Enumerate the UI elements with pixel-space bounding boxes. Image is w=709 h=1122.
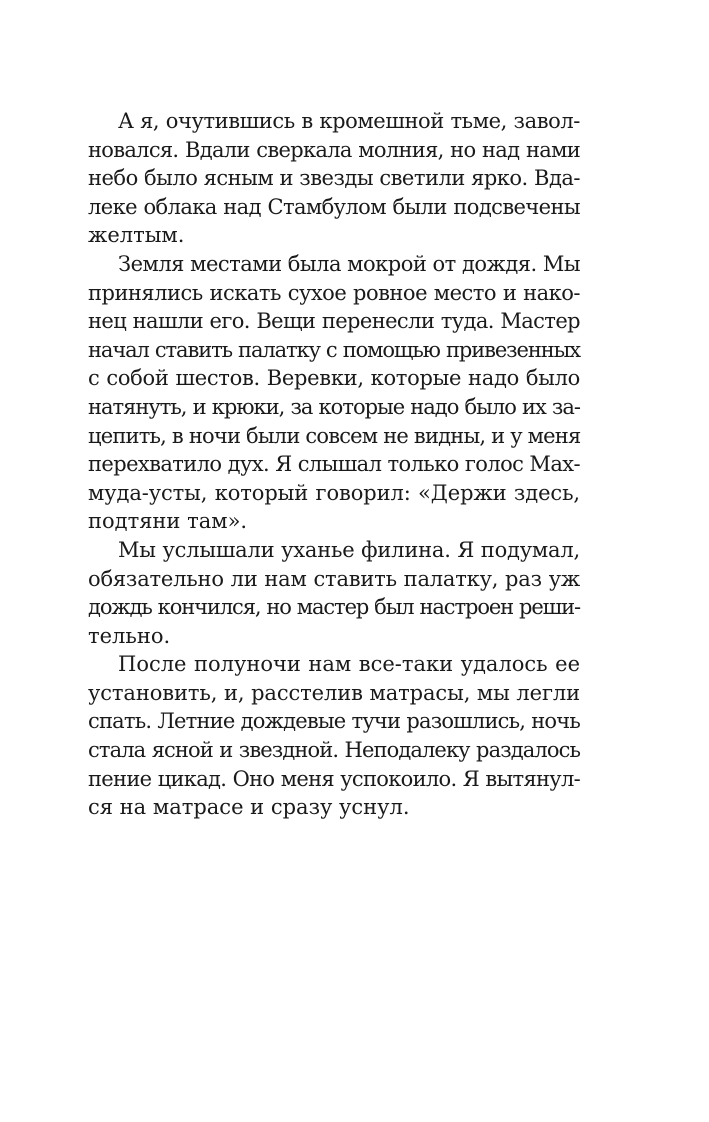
paragraph-3 <box>88 536 580 650</box>
text-line: леке облака над Стамбулом были подсвечены <box>88 194 580 219</box>
text-line: новался. Вдали сверкала молния, но над нами <box>88 137 580 162</box>
text-line: с собой шестов. Веревки, которые надо было <box>88 366 580 391</box>
text-line: начал ставить палатку с помощью привезенных <box>88 337 580 362</box>
text-line: принялись искать сухое ровное место и нако- <box>88 280 580 305</box>
text-line: муда-усты, который говорил: «Держи здесь, <box>88 480 580 505</box>
text-line: цепить, в ночи были совсем не видны, и у меня <box>88 423 581 448</box>
text-line: перехватило дух. Я слышал только голос Мах- <box>88 452 580 477</box>
text-line: После полуночи нам все-таки удалось ее <box>118 652 580 677</box>
text-line: дождь кончился, но мастер был настроен реши- <box>88 595 580 620</box>
text-line: желтым. <box>88 223 185 248</box>
text-line: стала ясной и звездной. Неподалеку раздалось <box>88 738 580 763</box>
text-line: пение цикад. Оно меня успокоило. Я вытянул- <box>88 766 580 791</box>
text-line: Мы услышали уханье филина. Я подумал, <box>118 537 580 562</box>
text-line: небо было ясным и звезды светили ярко. Вда- <box>88 166 580 191</box>
text-line: обязательно ли нам ставить палатку, раз уж <box>88 566 580 591</box>
paragraph-1 <box>88 107 580 250</box>
text-line: подтяни там». <box>88 509 248 534</box>
text-line: ся на матрасе и сразу уснул. <box>88 795 410 820</box>
text-line: нец нашли его. Вещи перенесли туда. Мастер <box>88 309 580 334</box>
paragraph-2 <box>88 250 580 536</box>
paragraph-4 <box>88 650 580 822</box>
text-line: тельно. <box>88 623 171 648</box>
text-line: спать. Летние дождевые тучи разошлись, ночь <box>88 709 580 734</box>
text-line: установить, и, расстелив матрасы, мы легли <box>88 680 580 705</box>
body-text <box>88 107 580 822</box>
text-line: Земля местами была мокрой от дождя. Мы <box>118 251 581 276</box>
text-line: А я, очутившись в кромешной тьме, завол- <box>118 109 580 133</box>
text-line: натянуть, и крюки, за которые надо было их за- <box>88 394 580 419</box>
